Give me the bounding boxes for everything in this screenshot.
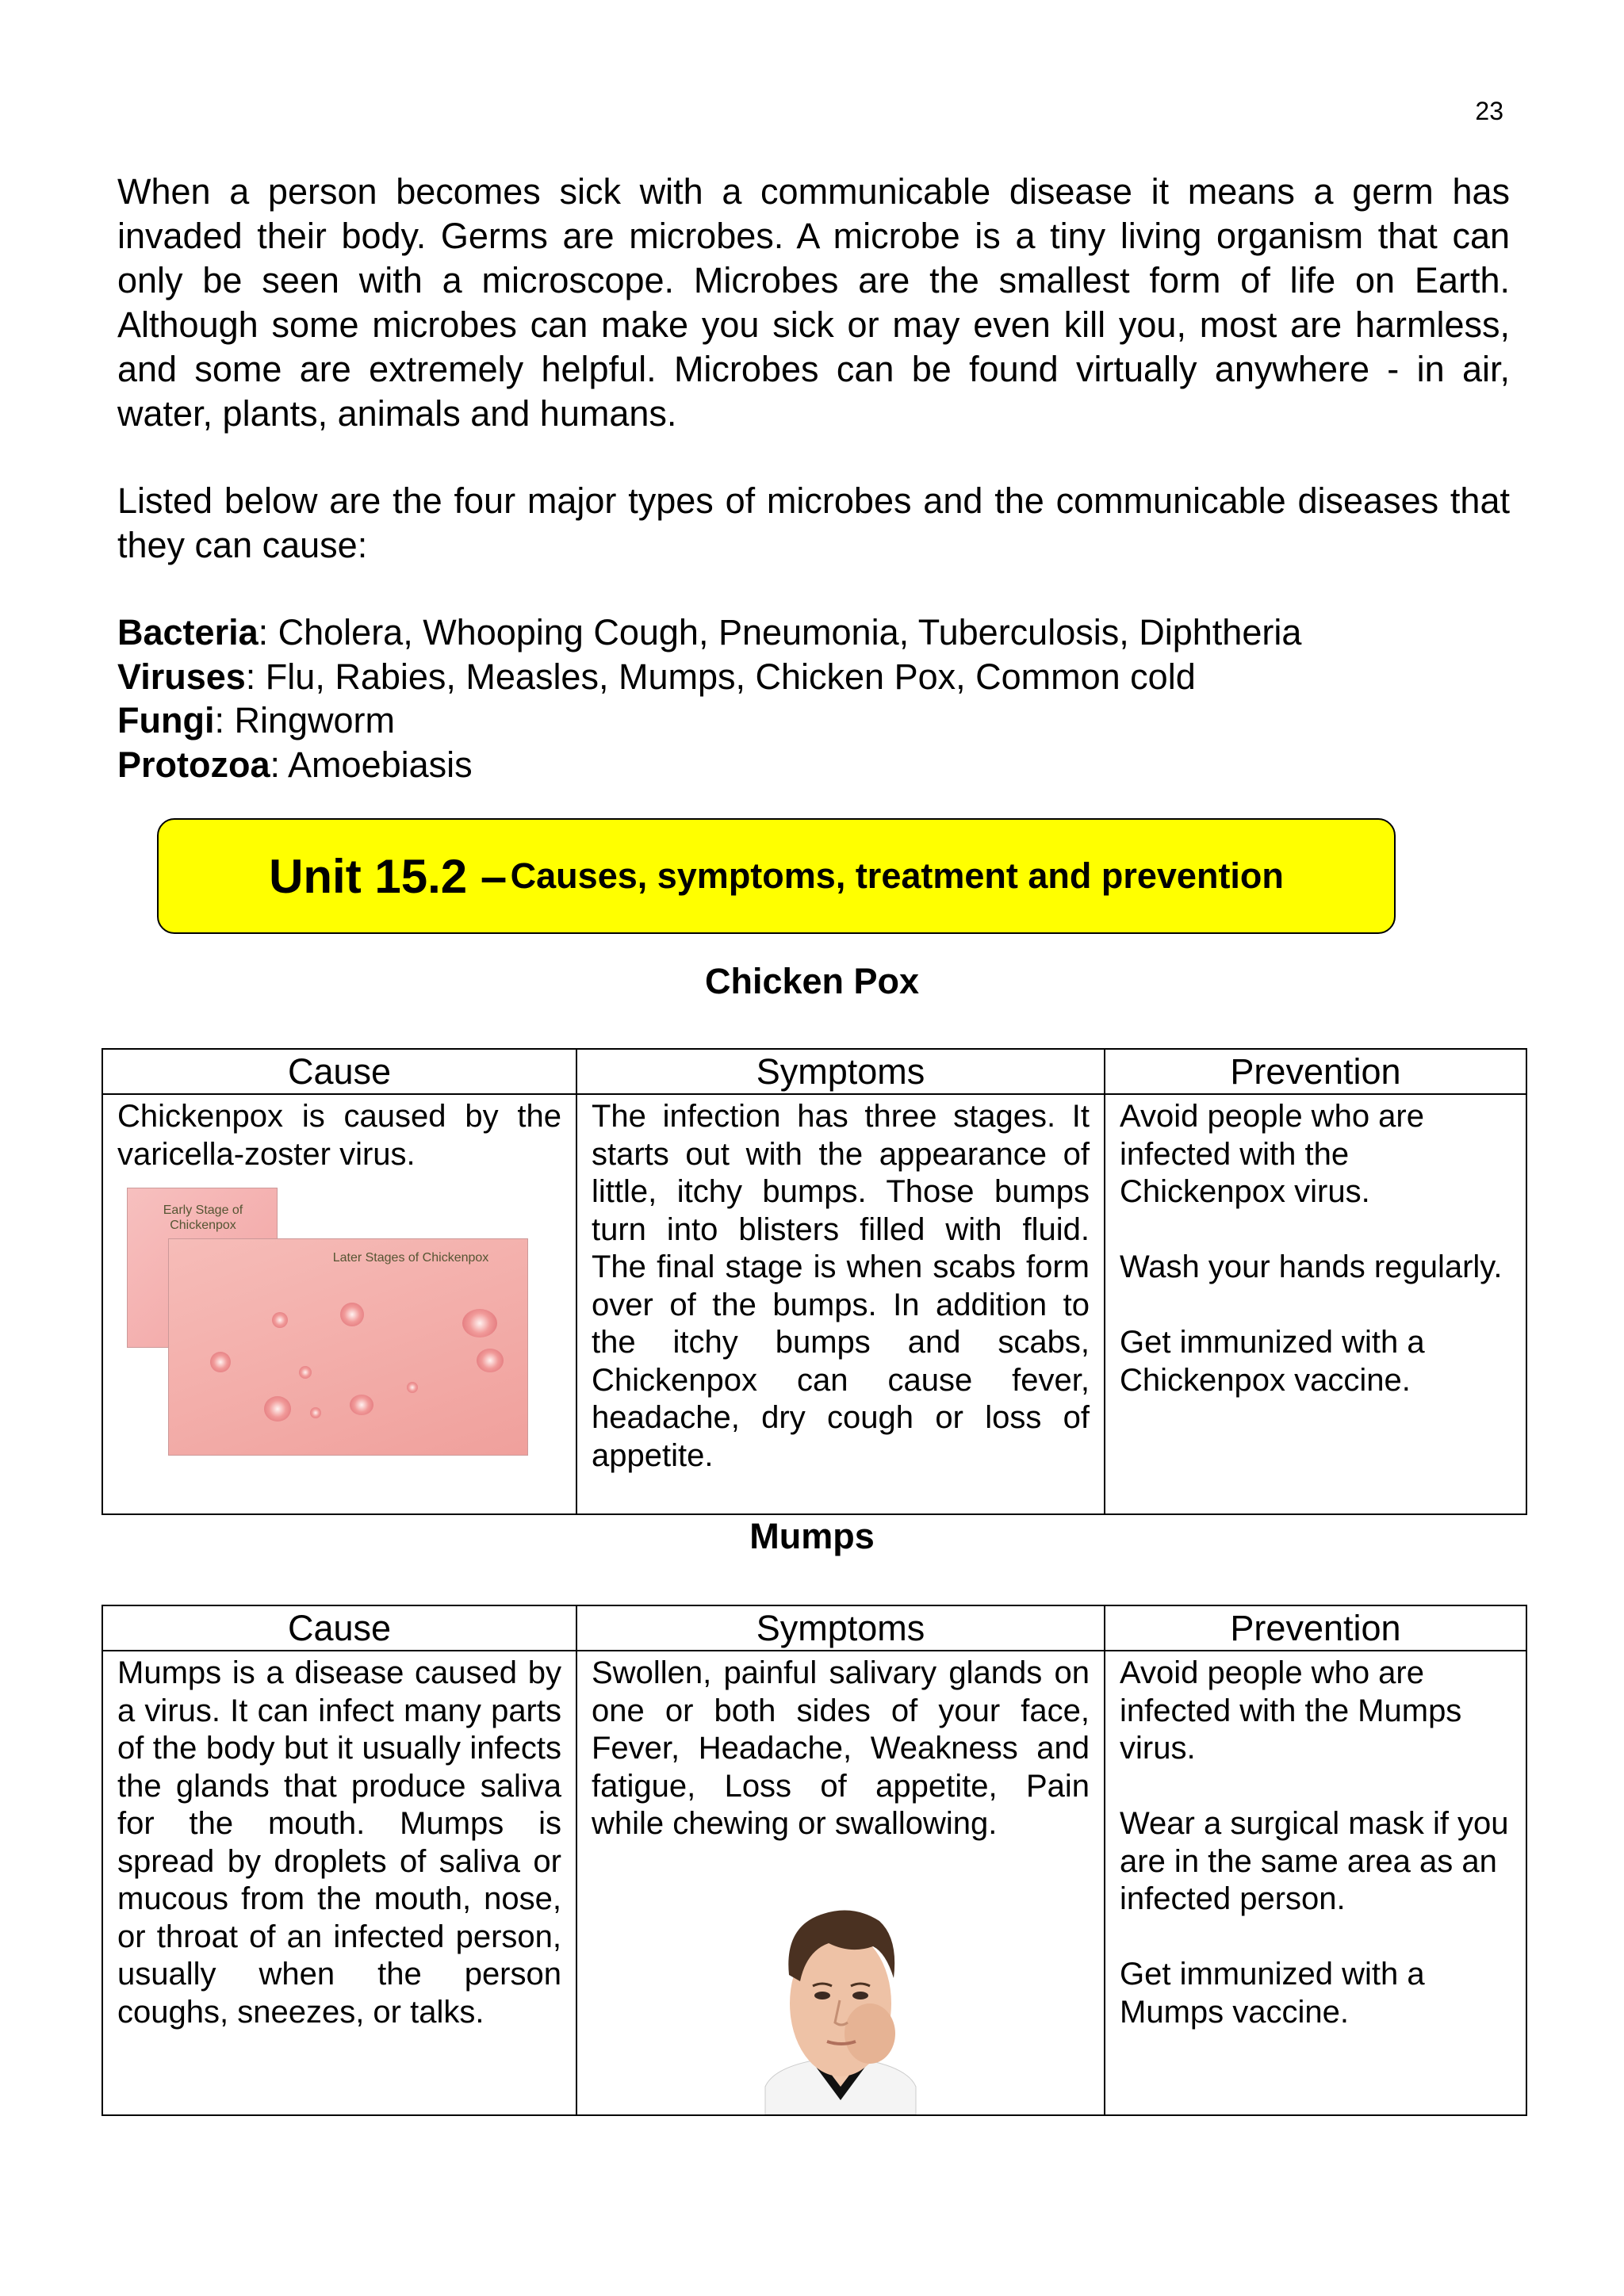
mumps-prevention-cell [1105,1651,1526,2115]
mumps-symptoms-cell [576,1651,1105,2115]
mumps-table [102,1605,1527,2116]
header-symptoms: Symptoms [576,1049,1105,1094]
table-row [102,1651,1526,2115]
header-cause: Cause [102,1605,576,1651]
mumps-title: Mumps [749,1516,875,1556]
microbe-diseases: : Flu, Rabies, Measles, Mumps, Chicken Pox, Common cold [245,656,1196,697]
table-header-row [102,1049,1526,1094]
chickenpox-symptoms-cell: The infection has three stages. It starts out with the appearance of little, itchy bumps. Those bumps turn into blisters filled with fluid. The final stage is when scabs form over of the bumps. In addition to the itchy bumps and scabs, Chickenpox can cause fever, headache, dry cough or loss of appetite. [576,1094,1105,1514]
mumps-patient-image [757,1892,924,2114]
microbe-diseases: : Cholera, Whooping Cough, Pneumonia, Tuberculosis, Diphtheria [258,612,1302,652]
header-cause: Cause [102,1049,576,1094]
page-number: 23 [1475,97,1503,125]
header-prevention: Prevention [1105,1605,1526,1651]
prevention-item: Avoid people who are infected with the Chickenpox virus. [1120,1099,1424,1209]
microbe-type: Bacteria [117,612,259,652]
unit-heading-box [157,818,1396,934]
header-symptoms: Symptoms [576,1605,1105,1651]
header-prevention: Prevention [1105,1049,1526,1094]
microbe-item-viruses [117,655,1301,699]
prevention-item: Wash your hands regularly. [1120,1249,1503,1284]
later-stages-photo [168,1238,528,1456]
early-stage-label: Early Stage of Chickenpox [163,1203,243,1232]
chickenpox-prevention-cell [1105,1094,1526,1514]
microbe-list [117,610,1301,786]
intro-paragraph-1: When a person becomes sick with a communicable disease it means a germ has invaded their body. Germs are microbes. A microbe is a tiny living organism that can only be seen with a microscope. Microbes are the smallest form of life on Earth. Although some microbes can make you sick or may even kill you, most are harmless, and some are extremely helpful. Microbes can be found virtually anywhere - in air, water, plants, animals and humans. [117,171,1510,434]
chickenpox-cause-text: Chickenpox is caused by the varicella-zoster virus. [117,1099,561,1172]
table-header-row [102,1605,1526,1651]
prevention-item: Get immunized with a Chickenpox vaccine. [1120,1325,1425,1398]
chickenpox-table [102,1048,1527,1515]
chickenpox-cause-cell [102,1094,576,1514]
chickenpox-image [127,1188,531,1465]
microbe-diseases: : Amoebiasis [270,744,473,785]
microbe-item-fungi [117,698,1301,743]
microbe-item-protozoa [117,743,1301,787]
prevention-item: Get immunized with a Mumps vaccine. [1120,1957,1425,2030]
unit-subtitle: Causes, symptoms, treatment and prevention [510,855,1284,896]
microbe-type: Fungi [117,700,215,740]
mumps-cause-cell: Mumps is a disease caused by a virus. It can infect many parts of the body but it usually infects the glands that produce saliva for the mouth. Mumps is spread by droplets of saliva or mucous from the mouth, nose, or throat of an infected person, usually when the person coughs, sneezes, or talks. [102,1651,576,2115]
microbe-type: Protozoa [117,744,270,785]
prevention-item: Avoid people who are infected with the Mumps virus. [1120,1655,1462,1766]
intro-paragraph-2: Listed below are the four major types of microbes and the communicable diseases that they can cause: [117,480,1510,565]
mumps-symptoms-text: Swollen, painful salivary glands on one or both sides of your face, Fever, Headache, Weakness and fatigue, Loss of appetite, Pain while chewing or swallowing. [592,1655,1090,1841]
unit-title: Unit 15.2 – [269,849,508,903]
table-row [102,1094,1526,1514]
microbe-diseases: : Ringworm [214,700,396,740]
chickenpox-title: Chicken Pox [704,961,920,1001]
later-stages-label: Later Stages of Chickenpox [332,1251,489,1265]
microbe-type: Viruses [117,656,246,697]
prevention-item: Wear a surgical mask if you are in the same area as an infected person. [1120,1806,1509,1916]
microbe-item-bacteria [117,610,1301,655]
